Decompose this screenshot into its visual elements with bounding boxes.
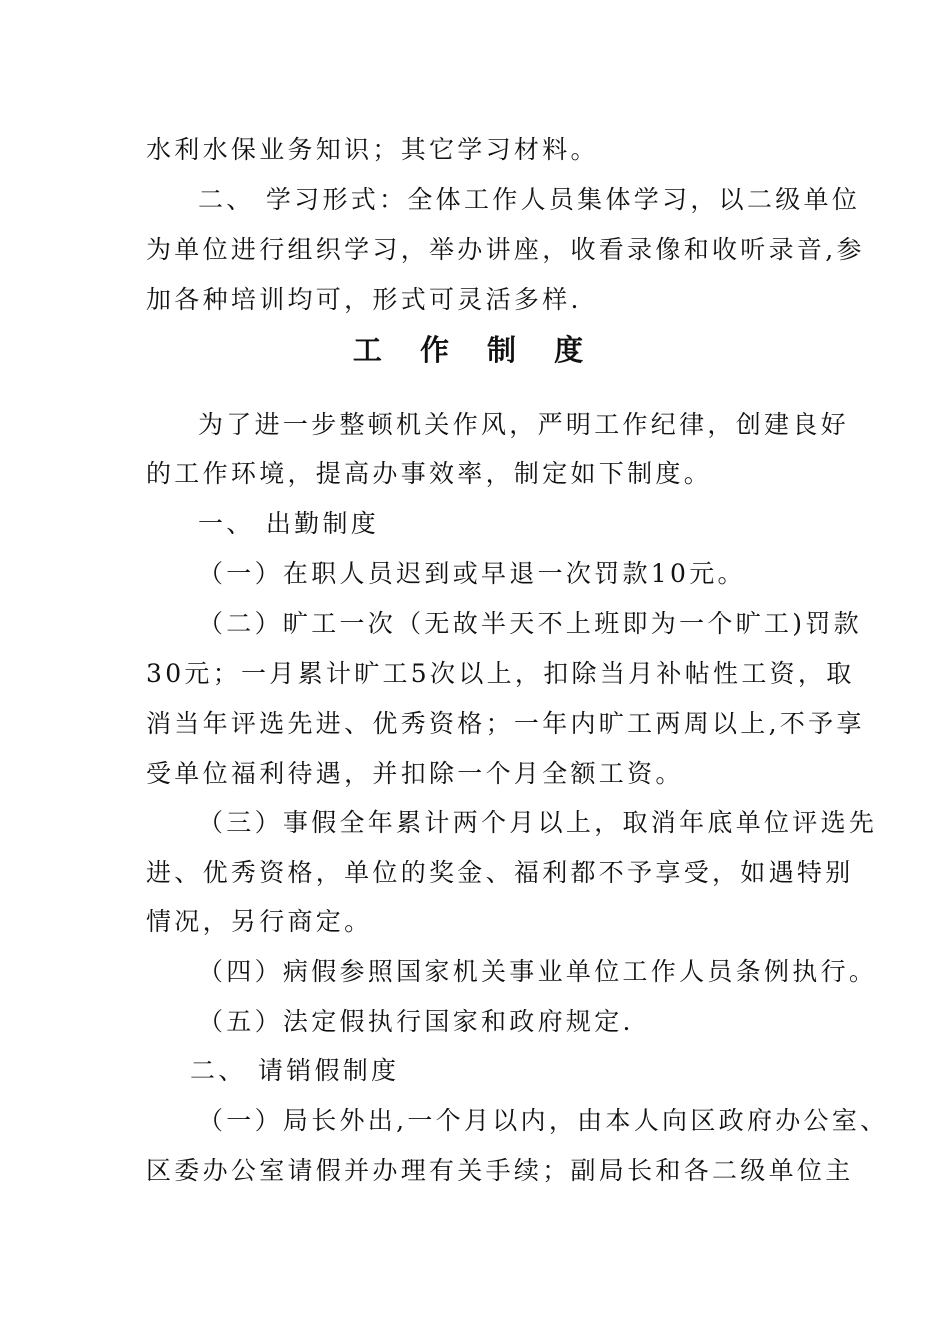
- leave-item-1-line-2: 区委办公室请假并办理有关手续；副局长和各二级单位主: [146, 1156, 854, 1185]
- leave-item-1-line-1: （一）局长外出,一个月以内，由本人向区政府办公室、: [198, 1106, 889, 1135]
- attendance-item-2-line-1: （二）旷工一次（无故半天不上班即为一个旷工)罚款: [198, 609, 862, 638]
- leave-heading: 二、 请销假制度: [190, 1056, 400, 1085]
- attendance-item-2-line-4: 受单位福利待遇，并扣除一个月全额工资。: [146, 759, 684, 788]
- intro-line-2: 的工作环境，提高办事效率，制定如下制度。: [146, 459, 713, 488]
- study-form-line-3: 加各种培训均可，形式可灵活多样.: [146, 285, 582, 314]
- attendance-item-2-line-3: 消当年评选先进、优秀资格；一年内旷工两周以上,不予享: [146, 709, 865, 738]
- attendance-heading: 一、 出勤制度: [198, 509, 380, 538]
- intro-line-1: 为了进一步整顿机关作风，严明工作纪律，创建良好: [198, 410, 849, 439]
- attendance-item-3-line-3: 情况，另行商定。: [146, 907, 373, 936]
- attendance-item-5: （五）法定假执行国家和政府规定.: [198, 1007, 634, 1036]
- attendance-item-1: （一）在职人员迟到或早退一次罚款10元。: [198, 559, 746, 588]
- study-content-line: 水利水保业务知识；其它学习材料。: [146, 135, 599, 164]
- study-form-line-2: 为单位进行组织学习，举办讲座，收看录像和收听录音,参: [146, 235, 865, 264]
- attendance-item-4: （四）病假参照国家机关事业单位工作人员条例执行。: [198, 957, 878, 986]
- section-title: 工 作 制 度: [352, 333, 598, 367]
- attendance-item-2-line-2: 30元；一月累计旷工5次以上，扣除当月补帖性工资，取: [146, 659, 855, 688]
- attendance-item-3-line-1: （三）事假全年累计两个月以上，取消年底单位评选先: [198, 808, 878, 837]
- study-form-line-1: 二、 学习形式：全体工作人员集体学习，以二级单位: [198, 185, 861, 214]
- attendance-item-3-line-2: 进、优秀资格，单位的奖金、福利都不予享受，如遇特别: [146, 858, 854, 887]
